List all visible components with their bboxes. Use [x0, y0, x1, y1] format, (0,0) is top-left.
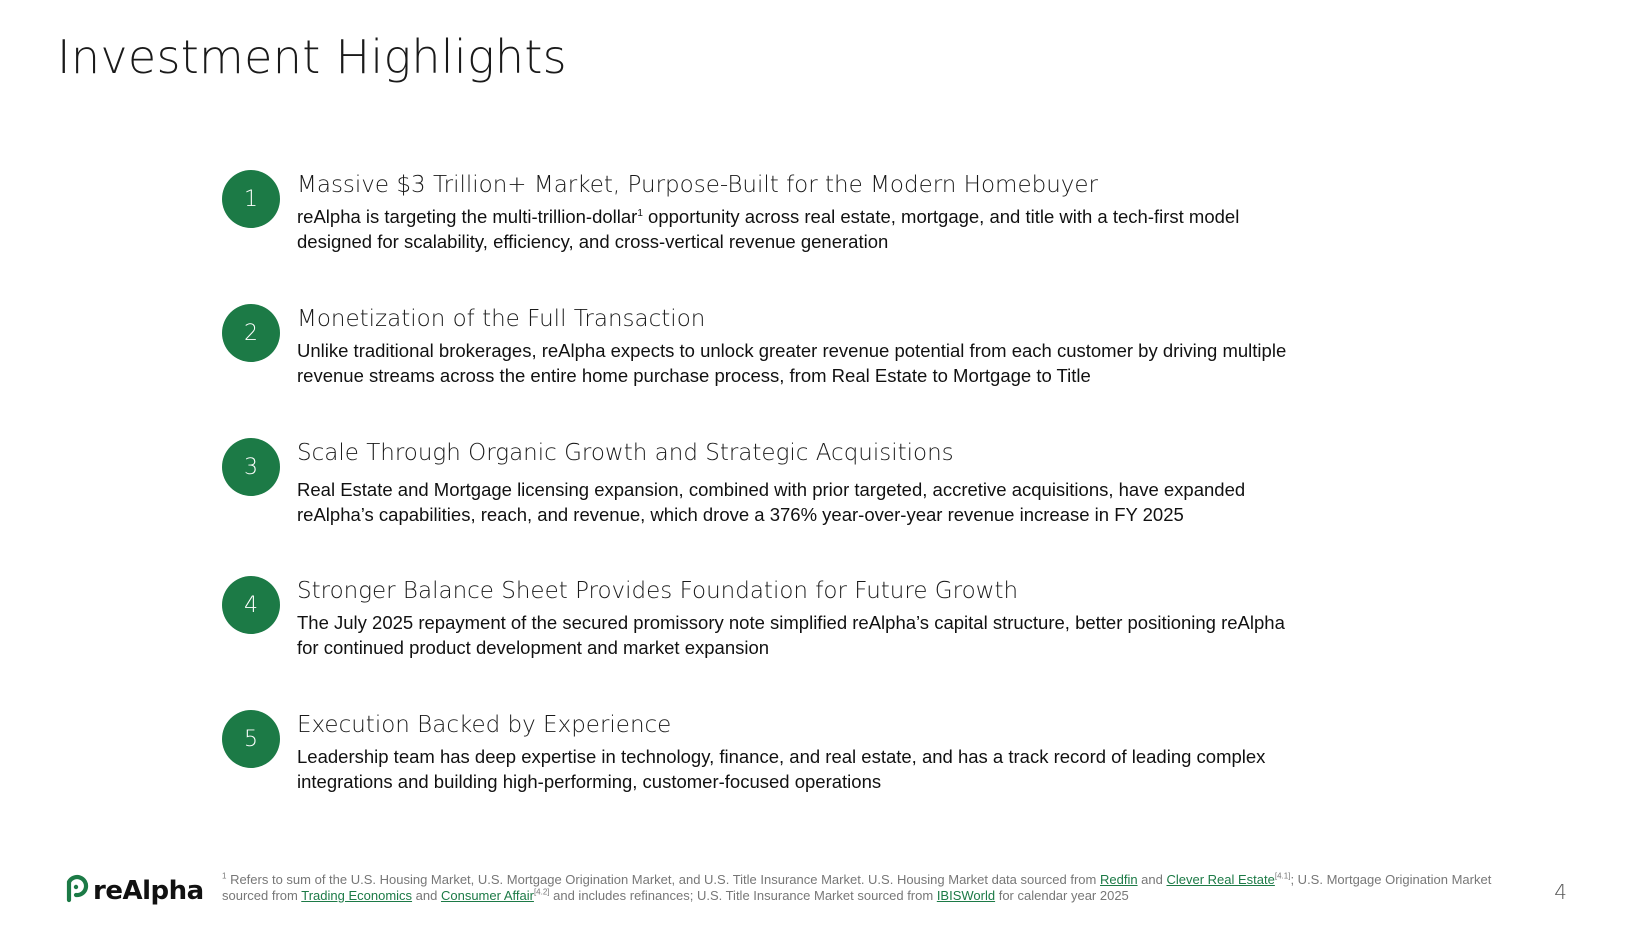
highlight-body: Real Estate and Mortgage licensing expansion, combined with prior targeted, accretive acquisitions, have expanded reAlpha’s capabilities, reach, and revenue, which drove a 376% year-over-year revenue increase in FY 2025 — [297, 479, 1246, 525]
source-link-consumer-affair[interactable]: Consumer Affair — [440, 888, 534, 903]
footnote-text: Refers to sum of the U.S. Housing Market, U.S. Mortgage Origination Market, and U.S. Title Insurance Market. U.S. Housing Market data sourced from — [226, 872, 1100, 887]
footnote-marker: 1 — [222, 871, 227, 881]
footnote-ref: 1 — [637, 207, 643, 219]
source-link-redfin[interactable]: Redfin — [1099, 872, 1138, 887]
number-badge: 1 — [222, 170, 280, 228]
footnote-text: and includes refinances; U.S. Title Insurance Market sourced from — [549, 888, 937, 903]
highlight-text — [297, 437, 1297, 527]
company-logo — [60, 873, 204, 908]
highlight-text — [297, 709, 1297, 794]
body-text: reAlpha is targeting the multi-trillion-dollar — [297, 206, 638, 227]
footnote-text: and — [412, 888, 441, 903]
slide-title: Investment Highlights — [57, 30, 567, 84]
source-link-clever-real-estate[interactable]: Clever Real Estate — [1166, 872, 1275, 887]
number-badge: 3 — [222, 438, 280, 496]
footnote-text: and — [1137, 872, 1167, 887]
highlight-body: Leadership team has deep expertise in technology, finance, and real estate, and has a track record of leading complex integrations and building high-performing, customer-focused operations — [297, 746, 1266, 792]
highlight-heading: Stronger Balance Sheet Provides Foundation for Future Growth — [297, 578, 1019, 604]
source-footnote — [222, 872, 1522, 904]
number-badge: 4 — [222, 576, 280, 634]
highlight-heading: Monetization of the Full Transaction — [297, 306, 706, 332]
highlight-text — [297, 575, 1297, 660]
source-link-trading-economics[interactable]: Trading Economics — [301, 888, 413, 903]
source-link-ibisworld[interactable]: IBISWorld — [936, 888, 996, 903]
highlight-heading: Scale Through Organic Growth and Strategic Acquisitions — [297, 440, 954, 466]
reference-marker: [4.2] — [533, 887, 550, 897]
page-number: 4 — [1554, 880, 1567, 904]
reference-marker: [4.1] — [1274, 871, 1291, 881]
highlight-body — [297, 204, 1297, 254]
number-badge: 2 — [222, 304, 280, 362]
highlight-body: The July 2025 repayment of the secured promissory note simplified reAlpha’s capital structure, better positioning reAlpha for continued product development and market expansion — [297, 612, 1285, 658]
highlight-body: Unlike traditional brokerages, reAlpha expects to unlock greater revenue potential from each customer by driving multiple revenue streams across the entire home purchase process, from Real Estate to Mortgage to Title — [297, 340, 1287, 386]
highlight-text — [297, 169, 1297, 254]
highlight-text — [297, 303, 1297, 388]
number-badge: 5 — [222, 710, 280, 768]
highlight-heading: Massive $3 Trillion+ Market, Purpose-Built for the Modern Homebuyer — [297, 172, 1098, 198]
footnote-text: for calendar year 2025 — [995, 888, 1129, 903]
body-text: opportunity across real estate, mortgage, and title with a tech-first model designed for scalability, efficiency, and cross-vertical revenue generation — [297, 206, 1240, 252]
realpha-logo-icon — [60, 873, 90, 908]
logo-wordmark: reAlpha — [93, 875, 204, 906]
footnote-text: ; U.S. Mortgage Origination Market sourced from — [222, 872, 1492, 903]
highlight-heading: Execution Backed by Experience — [297, 712, 672, 738]
